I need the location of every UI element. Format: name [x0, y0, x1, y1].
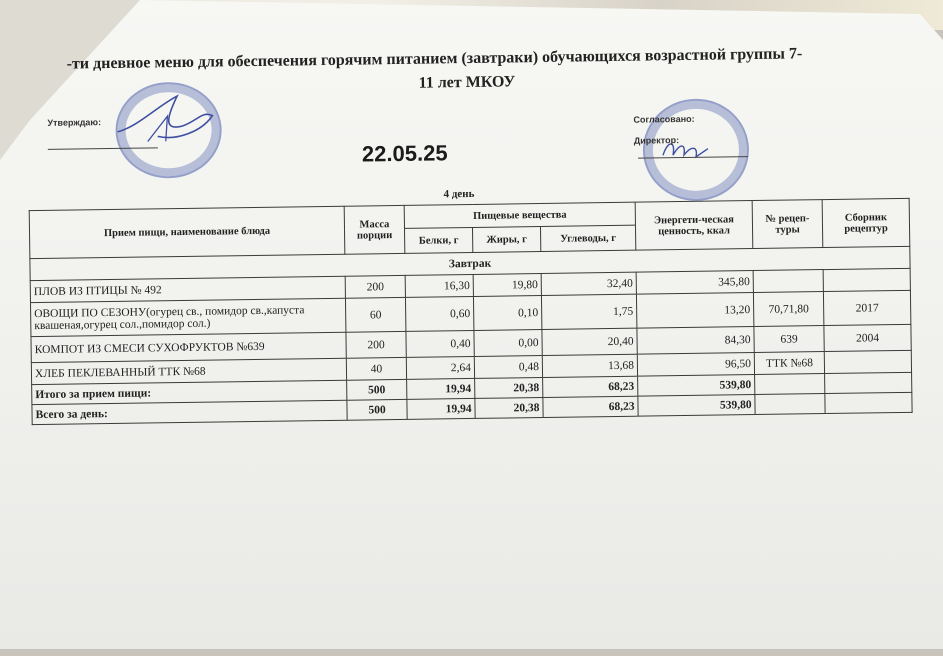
approve-label: Утверждаю:: [47, 117, 102, 128]
header-recipe-no: № рецеп-туры: [752, 200, 823, 249]
dish-energy: 345,80: [636, 271, 753, 295]
day-total-energy: 539,80: [638, 395, 755, 417]
dish-carbs: 32,40: [541, 272, 636, 295]
dish-energy: 13,20: [636, 293, 753, 329]
dish-name: ОВОЩИ ПО СЕЗОНУ(огурец св., помидор св.,капуста квашеная,огурец сол.,помидор сол.): [30, 298, 345, 336]
header-collection: Сборник рецептур: [822, 198, 910, 247]
dish-recipe: 639: [754, 326, 824, 353]
day-label: 4 день: [443, 187, 475, 201]
dish-energy: 96,50: [637, 353, 754, 377]
header-fats: Жиры, г: [472, 227, 540, 253]
dish-proteins: 16,30: [405, 274, 473, 297]
dish-fats: 0,00: [474, 329, 542, 356]
header-mass: Масса порции: [344, 205, 405, 254]
dish-collection: [823, 268, 910, 291]
dish-collection: 2004: [824, 324, 911, 351]
dish-mass: 200: [345, 275, 405, 298]
dish-collection: 2017: [823, 290, 910, 325]
meal-total-mass: 500: [347, 379, 407, 400]
dish-fats: 0,48: [474, 355, 542, 378]
dish-carbs: 20,40: [542, 328, 637, 355]
day-total-collection-empty: [825, 392, 912, 413]
menu-table: [29, 198, 913, 425]
dish-recipe: [753, 270, 823, 293]
day-total-mass: 500: [347, 399, 407, 420]
meal-total-carbs: 68,23: [543, 376, 638, 397]
meal-total-label: Итого за прием пищи:: [32, 380, 347, 404]
dish-name: ПЛОВ ИЗ ПТИЦЫ № 492: [30, 276, 345, 302]
dish-proteins: 0,60: [405, 296, 473, 331]
dish-name: ХЛЕБ ПЕКЛЕВАННЫЙ ТТК №68: [31, 358, 346, 384]
day-total-carbs: 68,23: [543, 396, 638, 417]
day-total-label: Всего за день:: [32, 400, 347, 424]
meal-total-proteins: 19,94: [407, 378, 475, 399]
section-breakfast: Завтрак: [30, 246, 910, 280]
dish-fats: 19,80: [473, 274, 541, 297]
menu-date: 22.05.25: [361, 140, 448, 167]
day-total-fats: 20,38: [475, 397, 543, 418]
dish-proteins: 2,64: [406, 356, 474, 379]
meal-total-fats: 20,38: [475, 377, 543, 398]
header-energy: Энергети-ческая ценность, ккал: [635, 201, 753, 251]
meal-total-recipe-empty: [755, 374, 825, 395]
document-title-line1: -ти дневное меню для обеспечения горячим питанием (завтраки) обучающихся возрастной группы 7-: [66, 45, 803, 73]
approval-signature: [107, 85, 228, 157]
dish-carbs: 13,68: [542, 354, 637, 377]
dish-recipe: 70,71,80: [753, 292, 823, 327]
header-nutrients: Пищевые вещества: [404, 202, 635, 228]
agreed-label: Согласовано:: [633, 113, 695, 125]
header-proteins: Белки, г: [404, 227, 472, 253]
header-meal: Прием пищи, наименование блюда: [29, 206, 345, 258]
dish-energy: 84,30: [637, 327, 754, 355]
dish-recipe: ТТК №68: [754, 352, 824, 375]
header-carbs: Углеводы, г: [540, 225, 635, 251]
director-label: Директор:: [633, 135, 680, 146]
dish-mass: 60: [345, 297, 405, 332]
dish-carbs: 1,75: [541, 294, 636, 329]
meal-total-collection-empty: [825, 372, 912, 393]
document-title-line2: 11 лет МКОУ: [418, 73, 516, 92]
meal-total-energy: 539,80: [638, 375, 755, 397]
dish-fats: 0,10: [473, 296, 541, 331]
dish-mass: 200: [346, 331, 406, 358]
dish-mass: 40: [346, 357, 406, 380]
dish-collection: [824, 350, 911, 373]
dish-name: КОМПОТ ИЗ СМЕСИ СУХОФРУКТОВ №639: [31, 332, 346, 362]
day-total-proteins: 19,94: [407, 398, 475, 419]
day-total-recipe-empty: [755, 394, 825, 415]
dish-proteins: 0,40: [406, 330, 474, 357]
